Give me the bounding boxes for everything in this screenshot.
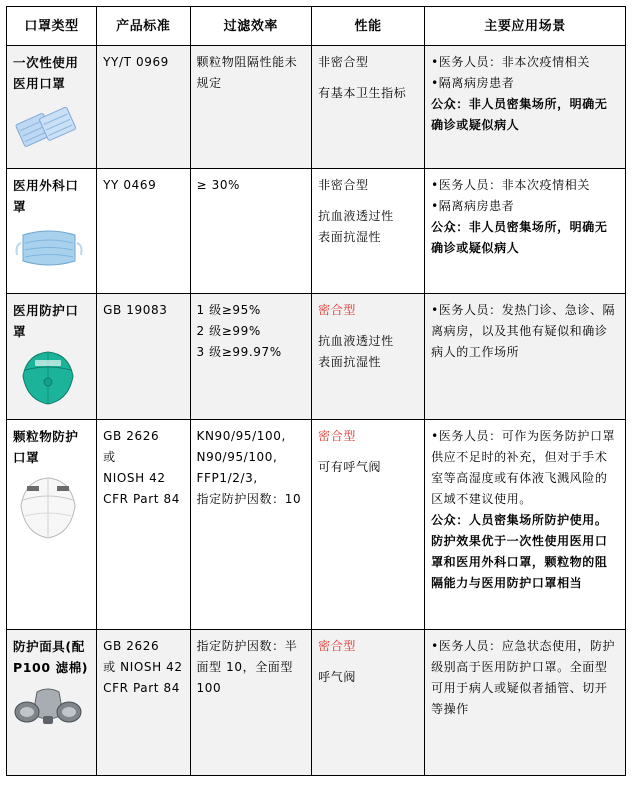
cell-mask-type: [7, 169, 97, 294]
cell-efficiency: [190, 294, 312, 420]
performance-line: 抗血液透过性: [318, 209, 394, 223]
half-face-respirator-image: [13, 682, 83, 732]
mask-type-name: 医用防护口罩: [13, 303, 79, 339]
scenario-line: •医务人员：可作为医务防护口罩供应不足时的补充，但对于手术室等高湿度或有体液飞溅风险的区域不建议使用。: [431, 429, 616, 506]
scenario-line-public: 公众：非人员密集场所，明确无确诊或疑似病人: [431, 97, 608, 132]
cell-efficiency: [190, 169, 312, 294]
scenario-line-public: 公众：非人员密集场所，明确无确诊或疑似病人: [431, 220, 608, 255]
standard-text: YY/T 0969: [103, 55, 169, 69]
cell-application: [425, 630, 626, 776]
scenario-line: •隔离病房患者: [431, 76, 515, 90]
n95-medical-mask-image: [13, 346, 83, 408]
efficiency-line: 1 级≥95%: [196, 303, 261, 317]
cell-standard: [97, 630, 190, 776]
table-row: [7, 294, 626, 420]
cell-performance: [312, 630, 425, 776]
efficiency-line: N90/95/100,: [196, 450, 278, 464]
performance-line: 可有呼气阀: [318, 460, 382, 474]
header-application: 主要应用场景: [425, 7, 626, 46]
table-row: [7, 420, 626, 630]
cell-standard: [97, 46, 190, 169]
cell-standard: [97, 169, 190, 294]
table-row: [7, 169, 626, 294]
table-row: [7, 630, 626, 776]
table-header-row: [7, 7, 626, 46]
standard-text: GB 2626 或 NIOSH 42 CFR Part 84: [103, 429, 180, 506]
performance-line: 表面抗湿性: [318, 230, 382, 244]
mask-type-name: 一次性使用医用口罩: [13, 55, 79, 91]
standard-text: GB 19083: [103, 303, 168, 317]
performance-line-sealed: 密合型: [318, 429, 356, 443]
performance-line: 呼气阀: [318, 670, 356, 684]
performance-line-sealed: 密合型: [318, 639, 356, 653]
surgical-mask-image: [13, 221, 85, 275]
scenario-line: •医务人员：应急状态使用，防护级别高于医用防护口罩。全面型可用于病人或疑似者插管、切开等操作: [431, 639, 616, 716]
cell-efficiency: [190, 630, 312, 776]
performance-line-sealed: 密合型: [318, 303, 356, 317]
performance-line: 非密合型: [318, 55, 369, 69]
cell-performance: [312, 420, 425, 630]
table-row: [7, 46, 626, 169]
standard-text: YY 0469: [103, 178, 157, 192]
cell-mask-type: [7, 420, 97, 630]
efficiency-line: FFP1/2/3,: [196, 471, 258, 485]
efficiency-line: 颗粒物阻隔性能未规定: [196, 55, 298, 90]
cell-mask-type: [7, 630, 97, 776]
mask-type-name: 防护面具(配 P100 滤棉): [13, 639, 89, 675]
scenario-line-public: 公众：人员密集场所防护使用。防护效果优于一次性使用医用口罩和医用外科口罩，颗粒物的阻隔能力与医用防护口罩相当: [431, 513, 608, 590]
mask-comparison-table-wrap: [6, 6, 626, 776]
cell-application: [425, 294, 626, 420]
scenario-line: •隔离病房患者: [431, 199, 515, 213]
cell-mask-type: [7, 46, 97, 169]
cell-efficiency: [190, 420, 312, 630]
performance-line: 非密合型: [318, 178, 369, 192]
cell-application: [425, 420, 626, 630]
cell-performance: [312, 46, 425, 169]
cell-mask-type: [7, 294, 97, 420]
cell-efficiency: [190, 46, 312, 169]
efficiency-line: 指定防护因数：10: [196, 492, 302, 506]
mask-type-name: 医用外科口罩: [13, 178, 79, 214]
header-product-standard: 产品标准: [97, 7, 190, 46]
efficiency-line: 2 级≥99%: [196, 324, 261, 338]
disposable-mask-image: [13, 98, 83, 156]
cell-performance: [312, 169, 425, 294]
particulate-respirator-image: [13, 472, 83, 544]
header-filter-efficiency: 过滤效率: [190, 7, 312, 46]
performance-line: 抗血液透过性: [318, 334, 394, 348]
mask-type-name: 颗粒物防护口罩: [13, 429, 79, 465]
mask-comparison-table: [6, 6, 626, 776]
cell-standard: [97, 420, 190, 630]
performance-line: 有基本卫生指标: [318, 86, 407, 100]
cell-application: [425, 46, 626, 169]
efficiency-line: 指定防护因数：半面型 10，全面型100: [196, 639, 298, 695]
header-performance: 性能: [312, 7, 425, 46]
cell-application: [425, 169, 626, 294]
header-mask-type: 口罩类型: [7, 7, 97, 46]
scenario-line: •医务人员：非本次疫情相关: [431, 178, 590, 192]
efficiency-line: KN90/95/100,: [196, 429, 286, 443]
scenario-line: •医务人员：发热门诊、急诊、隔离病房，以及其他有疑似和确诊病人的工作场所: [431, 303, 616, 359]
efficiency-line: ≥ 30%: [196, 178, 241, 192]
scenario-line: •医务人员：非本次疫情相关: [431, 55, 590, 69]
cell-performance: [312, 294, 425, 420]
performance-line: 表面抗湿性: [318, 355, 382, 369]
standard-text: GB 2626 或 NIOSH 42 CFR Part 84: [103, 639, 183, 695]
cell-standard: [97, 294, 190, 420]
efficiency-line: 3 级≥99.97%: [196, 345, 282, 359]
